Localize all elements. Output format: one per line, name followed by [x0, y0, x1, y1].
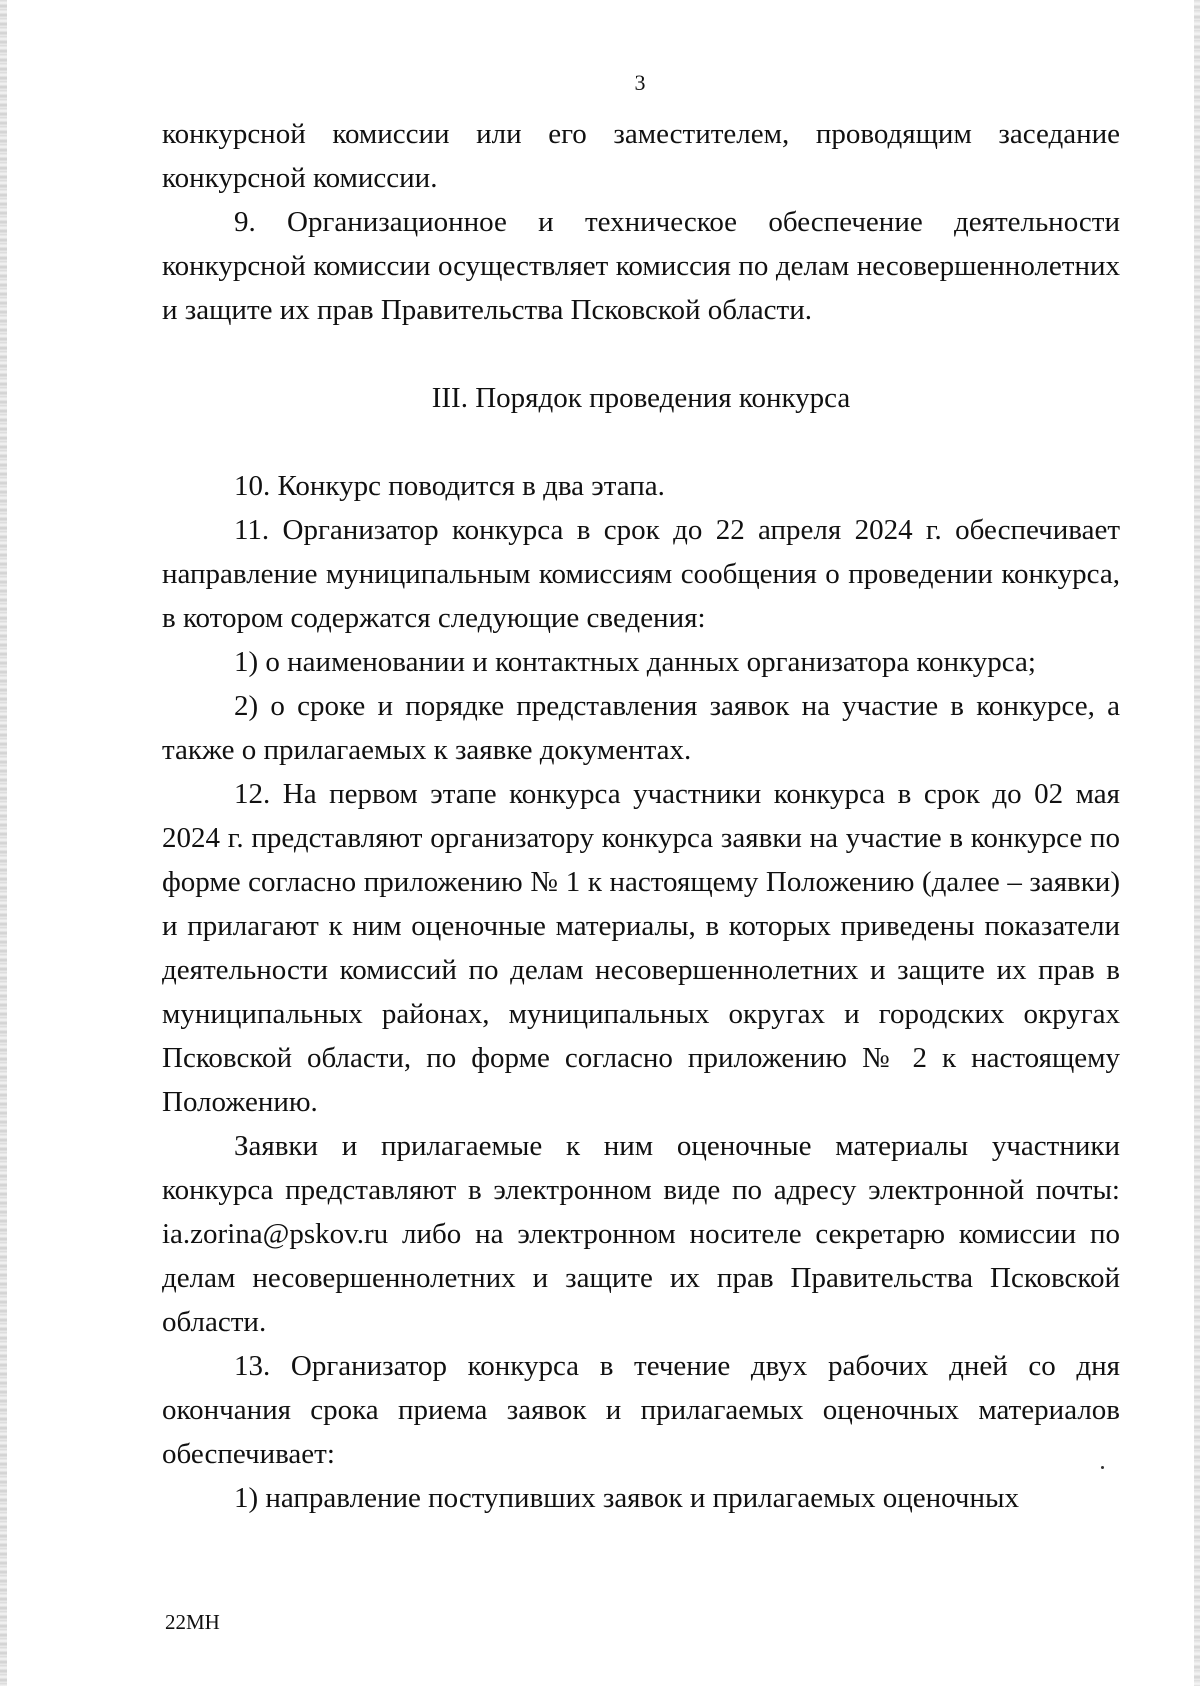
scan-edge-left	[0, 0, 7, 1686]
paragraph-10: 10. Конкурс поводится в два этапа.	[234, 470, 665, 502]
paragraph-13: 13. Организатор конкурса в течение двух рабочих дней со дня окончания срока приема заявок и прилагаемых оценочных материалов обеспечивает:	[162, 1350, 1120, 1470]
scan-speck	[1101, 1466, 1104, 1469]
paragraph-11: 11. Организатор конкурса в срок до 22 апреля 2024 г. обеспечивает направление муниципальным комиссиям сообщения о проведении конкурса, в котором содержатся следующие сведения:	[162, 514, 1120, 634]
paragraph-12-submission: Заявки и прилагаемые к ним оценочные материалы участники конкурса представляют в электронном виде по адресу электронной почты: ia.zorina@pskov.ru либо на электронном носителе секретарю комиссии по делам несовершеннолетних и защите их прав Правительства Псковской области.	[162, 1130, 1120, 1338]
list-item-13-1: 1) направление поступивших заявок и прилагаемых оценочных	[234, 1482, 1019, 1514]
list-item-11-2: 2) о сроке и порядке представления заявок на участие в конкурсе, а также о прилагаемых к заявке документах.	[162, 690, 1120, 766]
list-item-11-1: 1) о наименовании и контактных данных организатора конкурса;	[234, 646, 1036, 678]
paragraph-continuation: конкурсной комиссии или его заместителем, проводящим заседание конкурсной комиссии.	[162, 118, 1120, 194]
paragraph-9: 9. Организационное и техническое обеспечение деятельности конкурсной комиссии осуществляет комиссия по делам несовершеннолетних и защите их прав Правительства Псковской области.	[162, 206, 1120, 326]
document-body	[162, 112, 1120, 1520]
paragraph-12: 12. На первом этапе конкурса участники конкурса в срок до 02 мая 2024 г. представляют организатору конкурса заявки на участие в конкурсе по форме согласно приложению № 1 к настоящему Положению (далее – заявки) и прилагают к ним оценочные материалы, в которых приведены показатели деятельности комиссий по делам несовершеннолетних и защите их прав в муниципальных районах, муниципальных округах и городских округах Псковской области, по форме согласно приложению № 2 к настоящему Положению.	[162, 778, 1120, 1118]
section-heading: III. Порядок проведения конкурса	[431, 382, 851, 414]
footer-document-code: 22МН	[165, 1610, 220, 1634]
scan-edge-right	[1194, 0, 1200, 1686]
page-number: 3	[634, 70, 646, 95]
